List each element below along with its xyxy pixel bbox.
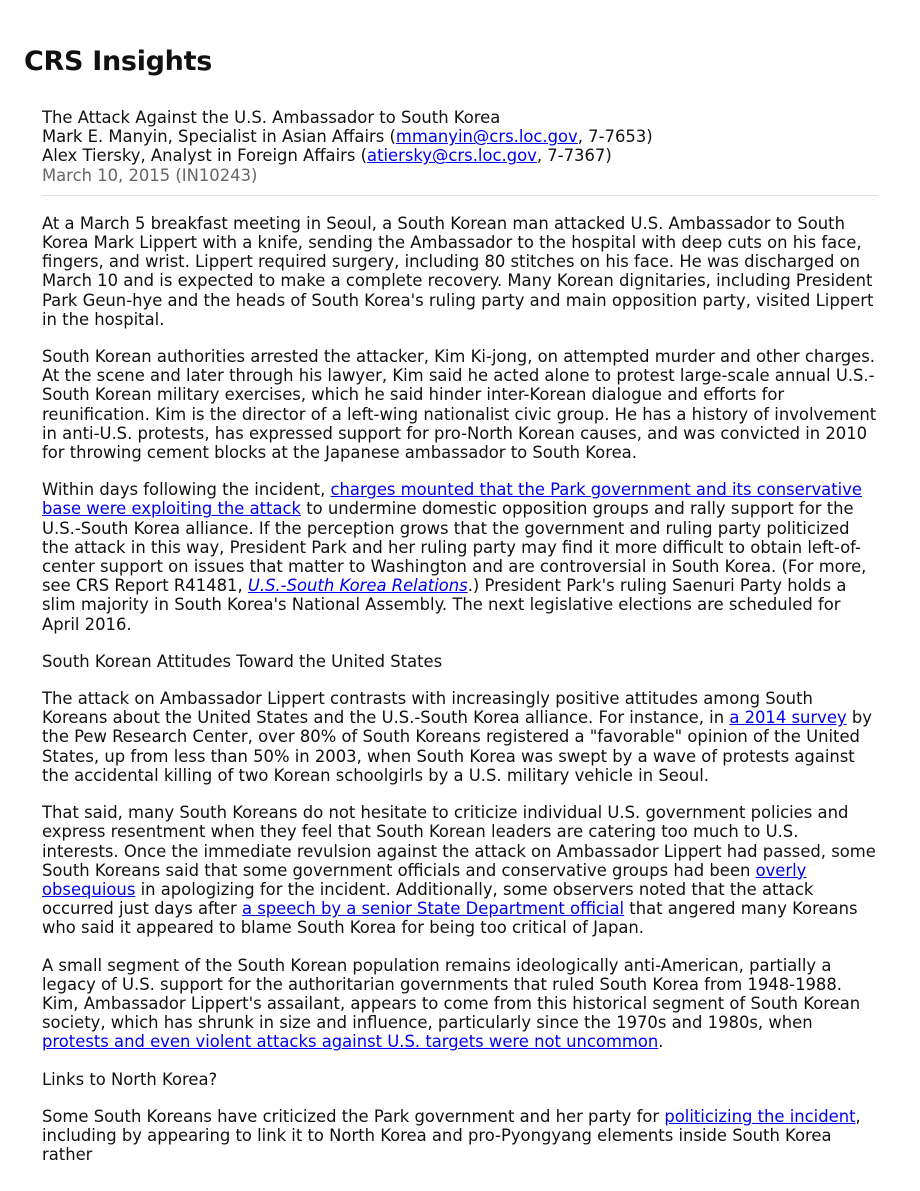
article-body [42, 214, 878, 1165]
section-heading-attitudes: South Korean Attitudes Toward the United States [42, 651, 443, 671]
link-politicizing-incident[interactable]: politicizing the incident [664, 1106, 856, 1126]
link-protests-violent-attacks[interactable]: protests and even violent attacks against U.S. targets were not uncommon [42, 1032, 659, 1052]
author-2-email-link[interactable]: atiersky@crs.loc.gov [367, 146, 537, 166]
author-line-2 [42, 146, 878, 165]
paragraph-7-text-a: Some South Koreans have criticized the Park government and her party for [42, 1106, 665, 1126]
publication-date: March 10, 2015 (IN10243) [42, 165, 258, 185]
link-exploiting-attack[interactable]: charges mounted that the Park government and its conservative base were exploiting the attack [42, 480, 862, 519]
author-1-phone: , 7-7653) [577, 127, 653, 147]
paragraph-4-text-b: by the Pew Research Center, over 80% of South Koreans registered a "favorable" opinion of the United States, up from less than 50% in 2003, when South Korea was swept by a wave of protests against the accidental killing of two Korean schoolgirls by a U.S. military vehicle in Seoul. [42, 708, 872, 785]
paragraph-6-text-a: A small segment of the South Korean population remains ideologically anti-American, partially a legacy of U.S. support for the authoritarian governments that ruled South Korea from 1948-1988. Kim, Ambassador Lippert's assailant, appears to come from this historical segment of South Korean society, which has shrunk in size and influence, particularly since the 1970s and 1980s, when [42, 955, 861, 1033]
author-1-name: Mark E. Manyin, Specialist in Asian Affairs ( [42, 127, 396, 147]
paragraph-3-text-c: .) President Park's ruling Saenuri Party holds a slim majority in South Korea's National Assembly. The next legislative elections are scheduled for April 2016. [42, 576, 847, 634]
author-2-name: Alex Tiersky, Analyst in Foreign Affairs ( [42, 146, 368, 166]
paragraph-7 [42, 1107, 878, 1165]
paragraph-5-text-b: in apologizing for the incident. Additionally, some observers noted that the attack occurred just days after [42, 879, 814, 919]
author-2-phone: , 7-7367) [536, 146, 612, 166]
author-line-1 [42, 127, 878, 146]
paragraph-3-text-a: Within days following the incident, [42, 480, 331, 500]
paragraph-5-text-a: That said, many South Koreans do not hesitate to criticize individual U.S. government policies and express resentment when they feel that South Korean leaders are catering too much to U.S. interests. Once the immediate revulsion against the attack on Ambassador Lippert had passed, some South Koreans said that some government officials and conservative groups had been [42, 803, 876, 880]
paragraph-3-text-b: to undermine domestic opposition groups and rally support for the U.S.-South Korea alliance. If the perception grows that the government and ruling party politicized the attack in this way, President Park and her ruling party may find it more difficult to obtain left-of-center support on issues that matter to Washington and are controversial in South Korea. (For more, see CRS Report R41481, [42, 499, 867, 596]
paragraph-4-text-a: The attack on Ambassador Lippert contrasts with increasingly positive attitudes among South Koreans about the United States and the U.S.-South Korea alliance. For instance, in [42, 689, 813, 728]
paragraph-5 [42, 803, 878, 937]
author-1-email-link[interactable]: mmanyin@crs.loc.gov [395, 127, 578, 147]
page-title: CRS Insights [24, 46, 212, 77]
section-heading-north-korea: Links to North Korea? [42, 1069, 218, 1089]
paragraph-4 [42, 689, 878, 785]
link-2014-survey[interactable]: a 2014 survey [729, 708, 847, 728]
paragraph-3 [42, 480, 878, 634]
link-overly-obsequious[interactable]: overly obsequious [42, 860, 807, 899]
link-state-department-speech[interactable]: a speech by a senior State Department official [241, 899, 625, 919]
paragraph-6-text-b: . [658, 1032, 664, 1052]
article [42, 108, 878, 1182]
document-header [42, 108, 878, 196]
paragraph-7-text-b: , including by appearing to link it to North Korea and pro-Pyongyang elements inside South Korea rather [42, 1106, 861, 1165]
paragraph-1: At a March 5 breakfast meeting in Seoul, a South Korean man attacked U.S. Ambassador to South Korea Mark Lippert with a knife, sending the Ambassador to the hospital with deep cuts on his face, fingers, and wrist. Lippert required surgery, including 80 stitches on his face. He was discharged on March 10 and is expected to make a complete recovery. Many Korean dignitaries, including President Park Geun-hye and the heads of South Korea's ruling party and main opposition party, visited Lippert in the hospital. [42, 213, 874, 329]
paragraph-2: South Korean authorities arrested the attacker, Kim Ki-jong, on attempted murder and other charges. At the scene and later through his lawyer, Kim said he acted alone to protest large-scale annual U.S.-South Korean military exercises, which he said hinder inter-Korean dialogue and efforts for reunification. Kim is the director of a left-wing nationalist civic group. He has a history of involvement in anti-U.S. protests, has expressed support for pro-North Korean causes, and was convicted in 2010 for throwing cement blocks at the Japanese ambassador to South Korea. [42, 347, 877, 463]
paragraph-6 [42, 956, 878, 1052]
paragraph-5-text-c: that angered many Koreans who said it appeared to blame South Korea for being too critical of Japan. [42, 899, 858, 938]
link-us-south-korea-relations[interactable]: U.S.-South Korea Relations [247, 576, 468, 596]
document-title: The Attack Against the U.S. Ambassador to South Korea [42, 108, 501, 127]
